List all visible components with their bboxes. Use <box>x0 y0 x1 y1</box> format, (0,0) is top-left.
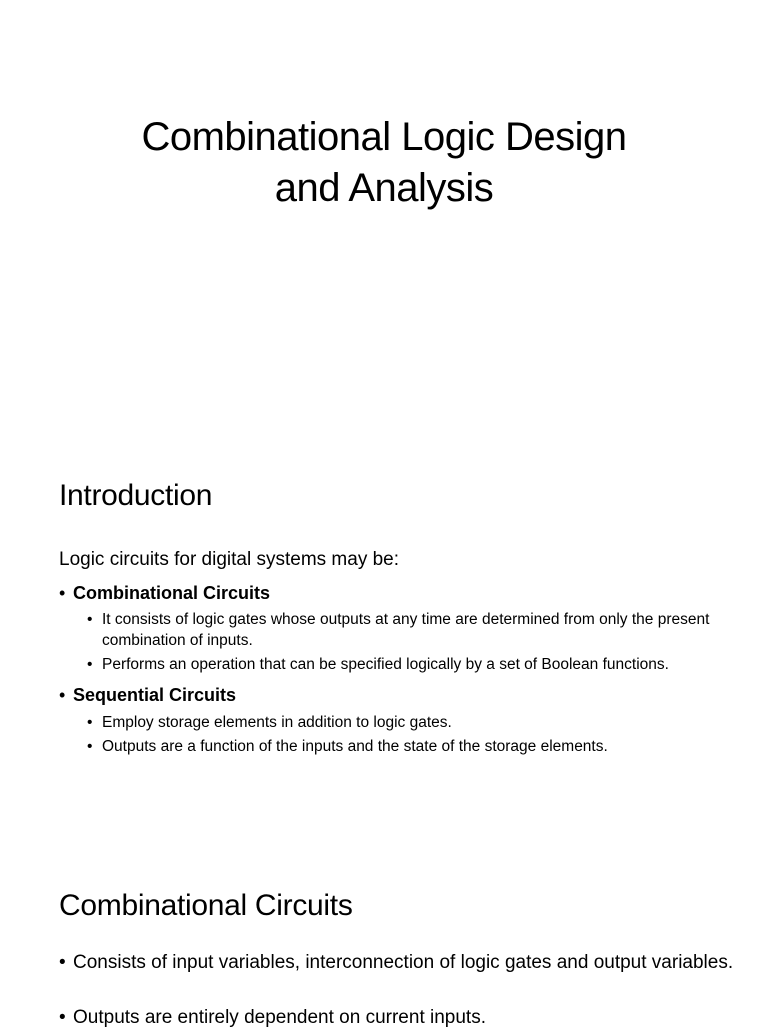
combinational-circuits-slide <box>0 864 768 1028</box>
sequential-circuits-bullet <box>59 684 236 706</box>
bullet-label: Sequential Circuits <box>73 685 237 705</box>
sub-bullet <box>87 654 757 675</box>
presentation-title <box>0 112 768 214</box>
sub-bullet-text: Employ storage elements in addition to logic gates. <box>102 714 452 731</box>
intro-text: Logic circuits for digital systems may be: <box>59 549 400 570</box>
sub-bullet-text: Outputs are a function of the inputs and the state of the storage elements. <box>102 738 608 755</box>
bullet-icon: • <box>59 685 66 705</box>
bullet-icon: • <box>87 714 93 731</box>
bullet-label: Combinational Circuits <box>73 583 271 603</box>
bullet-icon: • <box>59 952 66 973</box>
list-item-text: Outputs are entirely dependent on current inputs. <box>73 1007 486 1028</box>
bullet-icon: • <box>87 738 93 755</box>
list-item <box>59 1006 749 1030</box>
bullet-icon: • <box>59 1007 66 1028</box>
list-item <box>59 951 749 975</box>
title-line-2: and Analysis <box>274 166 494 210</box>
combinational-circuits-heading: Combinational Circuits <box>59 889 353 922</box>
sub-bullet-text: Performs an operation that can be specified logically by a set of Boolean functions. <box>102 656 669 673</box>
title-line-1: Combinational Logic Design <box>141 115 627 159</box>
bullet-icon: • <box>87 656 93 673</box>
introduction-heading: Introduction <box>59 479 213 512</box>
list-item-text: Consists of input variables, interconnection of logic gates and output variables. <box>73 952 734 973</box>
sub-bullet <box>87 609 757 651</box>
combinational-circuits-bullet <box>59 582 270 604</box>
sub-bullet <box>87 736 757 757</box>
sub-bullet-text: It consists of logic gates whose outputs at any time are determined from only the present combination of inputs. <box>102 611 710 649</box>
sub-bullet <box>87 712 757 733</box>
bullet-icon: • <box>59 583 66 603</box>
introduction-slide <box>0 432 768 864</box>
title-slide <box>0 0 768 432</box>
bullet-icon: • <box>87 611 93 628</box>
